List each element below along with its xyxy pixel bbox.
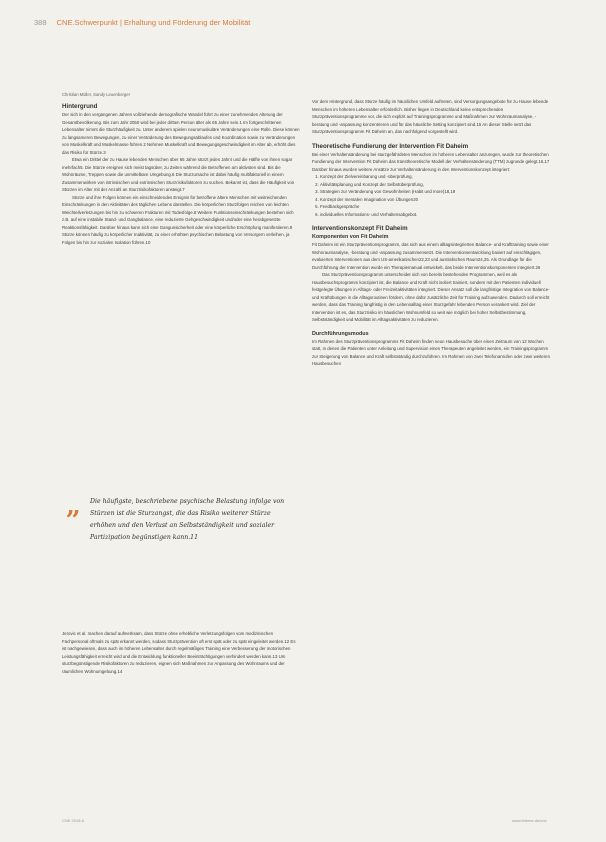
paragraph: Der sich in den vergangenen Jahren vollziehende demografische Wandel führt zu einer zunehmenden Alterung der Gesamtbevölkerung. Bis zum Jahr 2050 wird bei jeder dritten Person älter als 65 Jahre sein.1 Im fortgeschrittenen Lebensalter nimmt die Sturzhäufigkeit zu. Unter anderem spielen neuromuskuläre Veränderungen eine Rolle. Diese können zu langsameren Bewegungen, zu einer Veränderung des Bewegungsablaufes und Koordination sowie zu Veränderungen von Muskelkraft und Muskelmasse führen.2 Nehmen Muskelkraft und Bewegungsgeschwindigkeit im Alter ab, erhöht dies das Risiko für Stürze.3 bbox=[62, 112, 300, 155]
list-item: 3. Strategien zur Veränderung von Gewohnheiten (Habit und more)18,19 bbox=[320, 188, 550, 196]
right-column bbox=[312, 98, 550, 368]
approach-list bbox=[312, 173, 550, 218]
list-item: 6. individuelles Informations- und Verhaltensabgebot. bbox=[320, 211, 550, 219]
section-title: CNE.Schwerpunkt | Erhaltung und Förderung der Mobilität bbox=[56, 18, 251, 27]
authors: Christian Müller, Sandy Leuenberger bbox=[62, 92, 130, 97]
paragraph: Im Rahmen des Sturzpräventionsprogramms Fit Daheim finden neun Hausbesuche über einen Zeitraum von 12 Wochen statt, in denen die Patienten unter Anleitung und Supervision eines Therapeuten angeleitet werden, ein Trainingsprogramm zur Steigerung von Balance und Kraft selbstständig durchzuführen. Im Rahmen von zwei Telefonanrufen oder zwei weiteren Hausbesuchen bbox=[312, 338, 550, 366]
list-item: 4. Konzept der mentalen Imagination von Übungen20 bbox=[320, 196, 550, 204]
paragraph: Fit Daheim ist ein Sturzpräventionsprogramm, das sich aus einem alltagsintegrierten Balance- und Krafttraining sowie einer Wohnraumanalyse, -beratung und -anpassung zusammensetzt. Die Interventionsentwicklung basiert auf einschlägigen, evaluierten Interventionen aus dem US-amerikanischen22,23 und australischen Raum24,25. Als Grundlage für die Durchführung der Intervention wurde ein Therapiemanual entwickelt, das beide Interventionskomponenten integriert.26 bbox=[312, 242, 549, 270]
heading-theoretische-fundierung: Theoretische Fundierung der Intervention Fit Daheim bbox=[312, 142, 469, 150]
left-column-lower bbox=[62, 630, 300, 675]
quote-mark-icon: „ bbox=[66, 491, 81, 521]
list-item: 2. Aktivitätsplanung und Konzept der Selbstüberprüfung, bbox=[320, 181, 550, 189]
footer-journal: CNE 2018.6 bbox=[62, 818, 84, 823]
footer-url: www.thieme.de/cne bbox=[512, 818, 547, 823]
paragraph: Jerovic et al. machen darauf aufmerksam, dass Stürze ohne erhebliche Verletzungsfolgen vom medizinischen Fachpersonal oftmals zu spät erkannt werden, sodass Sturzprävention oft erst spät oder zu spät eingeleitet werden.12 Es ist nachgewiesen, dass auch im höheren Lebensalter durch regelmäßiges Training eine Verbesserung der motorischen Leistungsfähigkeit erreicht wird und die Entwicklung funktioneller Beeinträchtigungen verhindert werden kann.13 Um sturzbegünstigende Risikofaktoren zu reduzieren, eignen sich Maßnahmen zur Anpassung des Wohnraums und der räumlichen Wohnumgebung.14 bbox=[62, 631, 296, 674]
heading-interventionskonzept: Interventionskonzept Fit Daheim bbox=[312, 225, 408, 232]
paragraph: Vor dem Hintergrund, dass Stürze häufig im häuslichen Umfeld auftreten, sind Versorgungsangebote für zu Hause lebende Menschen im höheren Lebensalter erforderlich. Bisher liegen in Deutschland keine entsprechenden Sturzpräventionsprogramme vor, die sich explizit auf Trainingsprogramme und Maßnahmen zur Wohnraumanalyse, -beratung und -anpassung konzentrieren und für das häusliche Setting konzipiert sind.15 An dieser Stelle setzt das Sturzpräventionsprogramm Fit Daheim an, das nachfolgend vorgestellt wird. bbox=[312, 99, 549, 134]
heading-hintergrund: Hintergrund bbox=[62, 103, 98, 110]
page-number: 388 bbox=[34, 18, 47, 27]
left-column bbox=[62, 102, 300, 246]
page-header bbox=[34, 18, 250, 27]
subheading-durchfuehrungsmodus: Durchführungsmodus bbox=[312, 330, 369, 337]
quote-text: Die häufigste, beschriebene psychische Belastung infolge von Stürzen ist die Sturzangst, die das Risiko weiterer Stürze erhöhen und den Verlust an Selbstständigkeit und sozialer Partizipation begünstigen kann.11 bbox=[90, 498, 285, 541]
paragraph: Stürze und ihre Folgen können ein einschneidendes Ereignis für betroffene ältere Menschen mit weitreichenden Einschränkungen in den Aktivitäten des täglichen Lebens darstellen. Die körperlichen Sturzfolgen reichen von leichten Weichteilverletzungen bis hin zu schweren Frakturen mit Todesfolge.8 Weitere Funktionseinschränkungen bestehen sich z.B. auf eine instabile Stand- und Gangbalance, eine reduzierte Gehgeschwindigkeit und/oder eine herabgesetzte Reaktionsfähigkeit. Darüber hinaus kann sich eine Gangunsicherheit oder eine körperliche Erschöpfung manifestieren.9 Stürze können häufig zu körperlicher Inaktivität, zu einer erhöhten psychischen Belastung von Versorgern verleihen, ja Folgen bis hin zur sozialen Isolation führen.10 bbox=[62, 194, 294, 245]
list-item: 5. Feedbackgespräche bbox=[320, 203, 550, 211]
subheading-komponenten: Komponenten von Fit Daheim bbox=[312, 234, 389, 240]
paragraph: Etwa ein Drittel der zu Hause lebenden Menschen über 65 Jahre stürzt jedes Jahr4 und die Hälfte von ihnen sogar mehrfach5. Die Stürze ereignen sich meist tagsüber, zu Zeiten während die Betroffenen am aktivsten sind. Bis die Wohnräume, Treppen sowie die unmittelbare Umgebung.6 Die Sturzursache ist dabei häufig multifaktoriell in einem Zusammenwirken von intrinsischen und extrinsischen Sturzrisikofaktoren zu suchen. Bekannt ist, dass die Häufigkeit von Stürzen im Alter mit der Anzahl an Sturzrisikofaktoren ansteigt.7 bbox=[62, 157, 295, 192]
paragraph: Bei einer Verhaltensänderung bei sturzgefährdeten Menschen im höheren Lebensalter anzuregen, wurde zur theoretischen Fundierung der Intervention Fit Daheim das transtheoretische Modell der Verhaltensänderung (TTM) zugrunde gelegt.16,17 Darüber hinaus wurden weitere Ansätze zur Verhaltensänderung in den Interventionskonzept integriert: bbox=[312, 151, 550, 172]
list-item: 1. Konzept der Zielvereinbarung und -überprüfung, bbox=[320, 173, 550, 181]
paragraph: Das Sturzpräventionsprogramm unterscheidet sich von bereits bestehenden Programmen, weil es als Hausbesuchsprogramm konzipiert ist, die Balance und Kraft nicht isoliert trainiert, sondern mit den Patienten individuell festgelegte Übungen in Alltags- oder Freizeitaktivitäten integriert. Dieser Ansatz soll die langfristige Integration von Balance- und Kraftübungen in die Alltagsroutinen fördern, ohne dafür zusätzliche Zeit für Training aufzuwenden. Dadurch soll erreicht werden, dass das Training langfristig in den Lebensalltag einer Sturzgefahr lebenden Person verankert wird. Ziel der Intervention ist es, das Sturzrisiko im häuslichen Wohnumfeld so weit wie möglich bei hoher Selbstbestimmung, Selbstständigkeit und Mobilität im Alltagsaktivitäten zu reduzieren. bbox=[312, 272, 550, 322]
